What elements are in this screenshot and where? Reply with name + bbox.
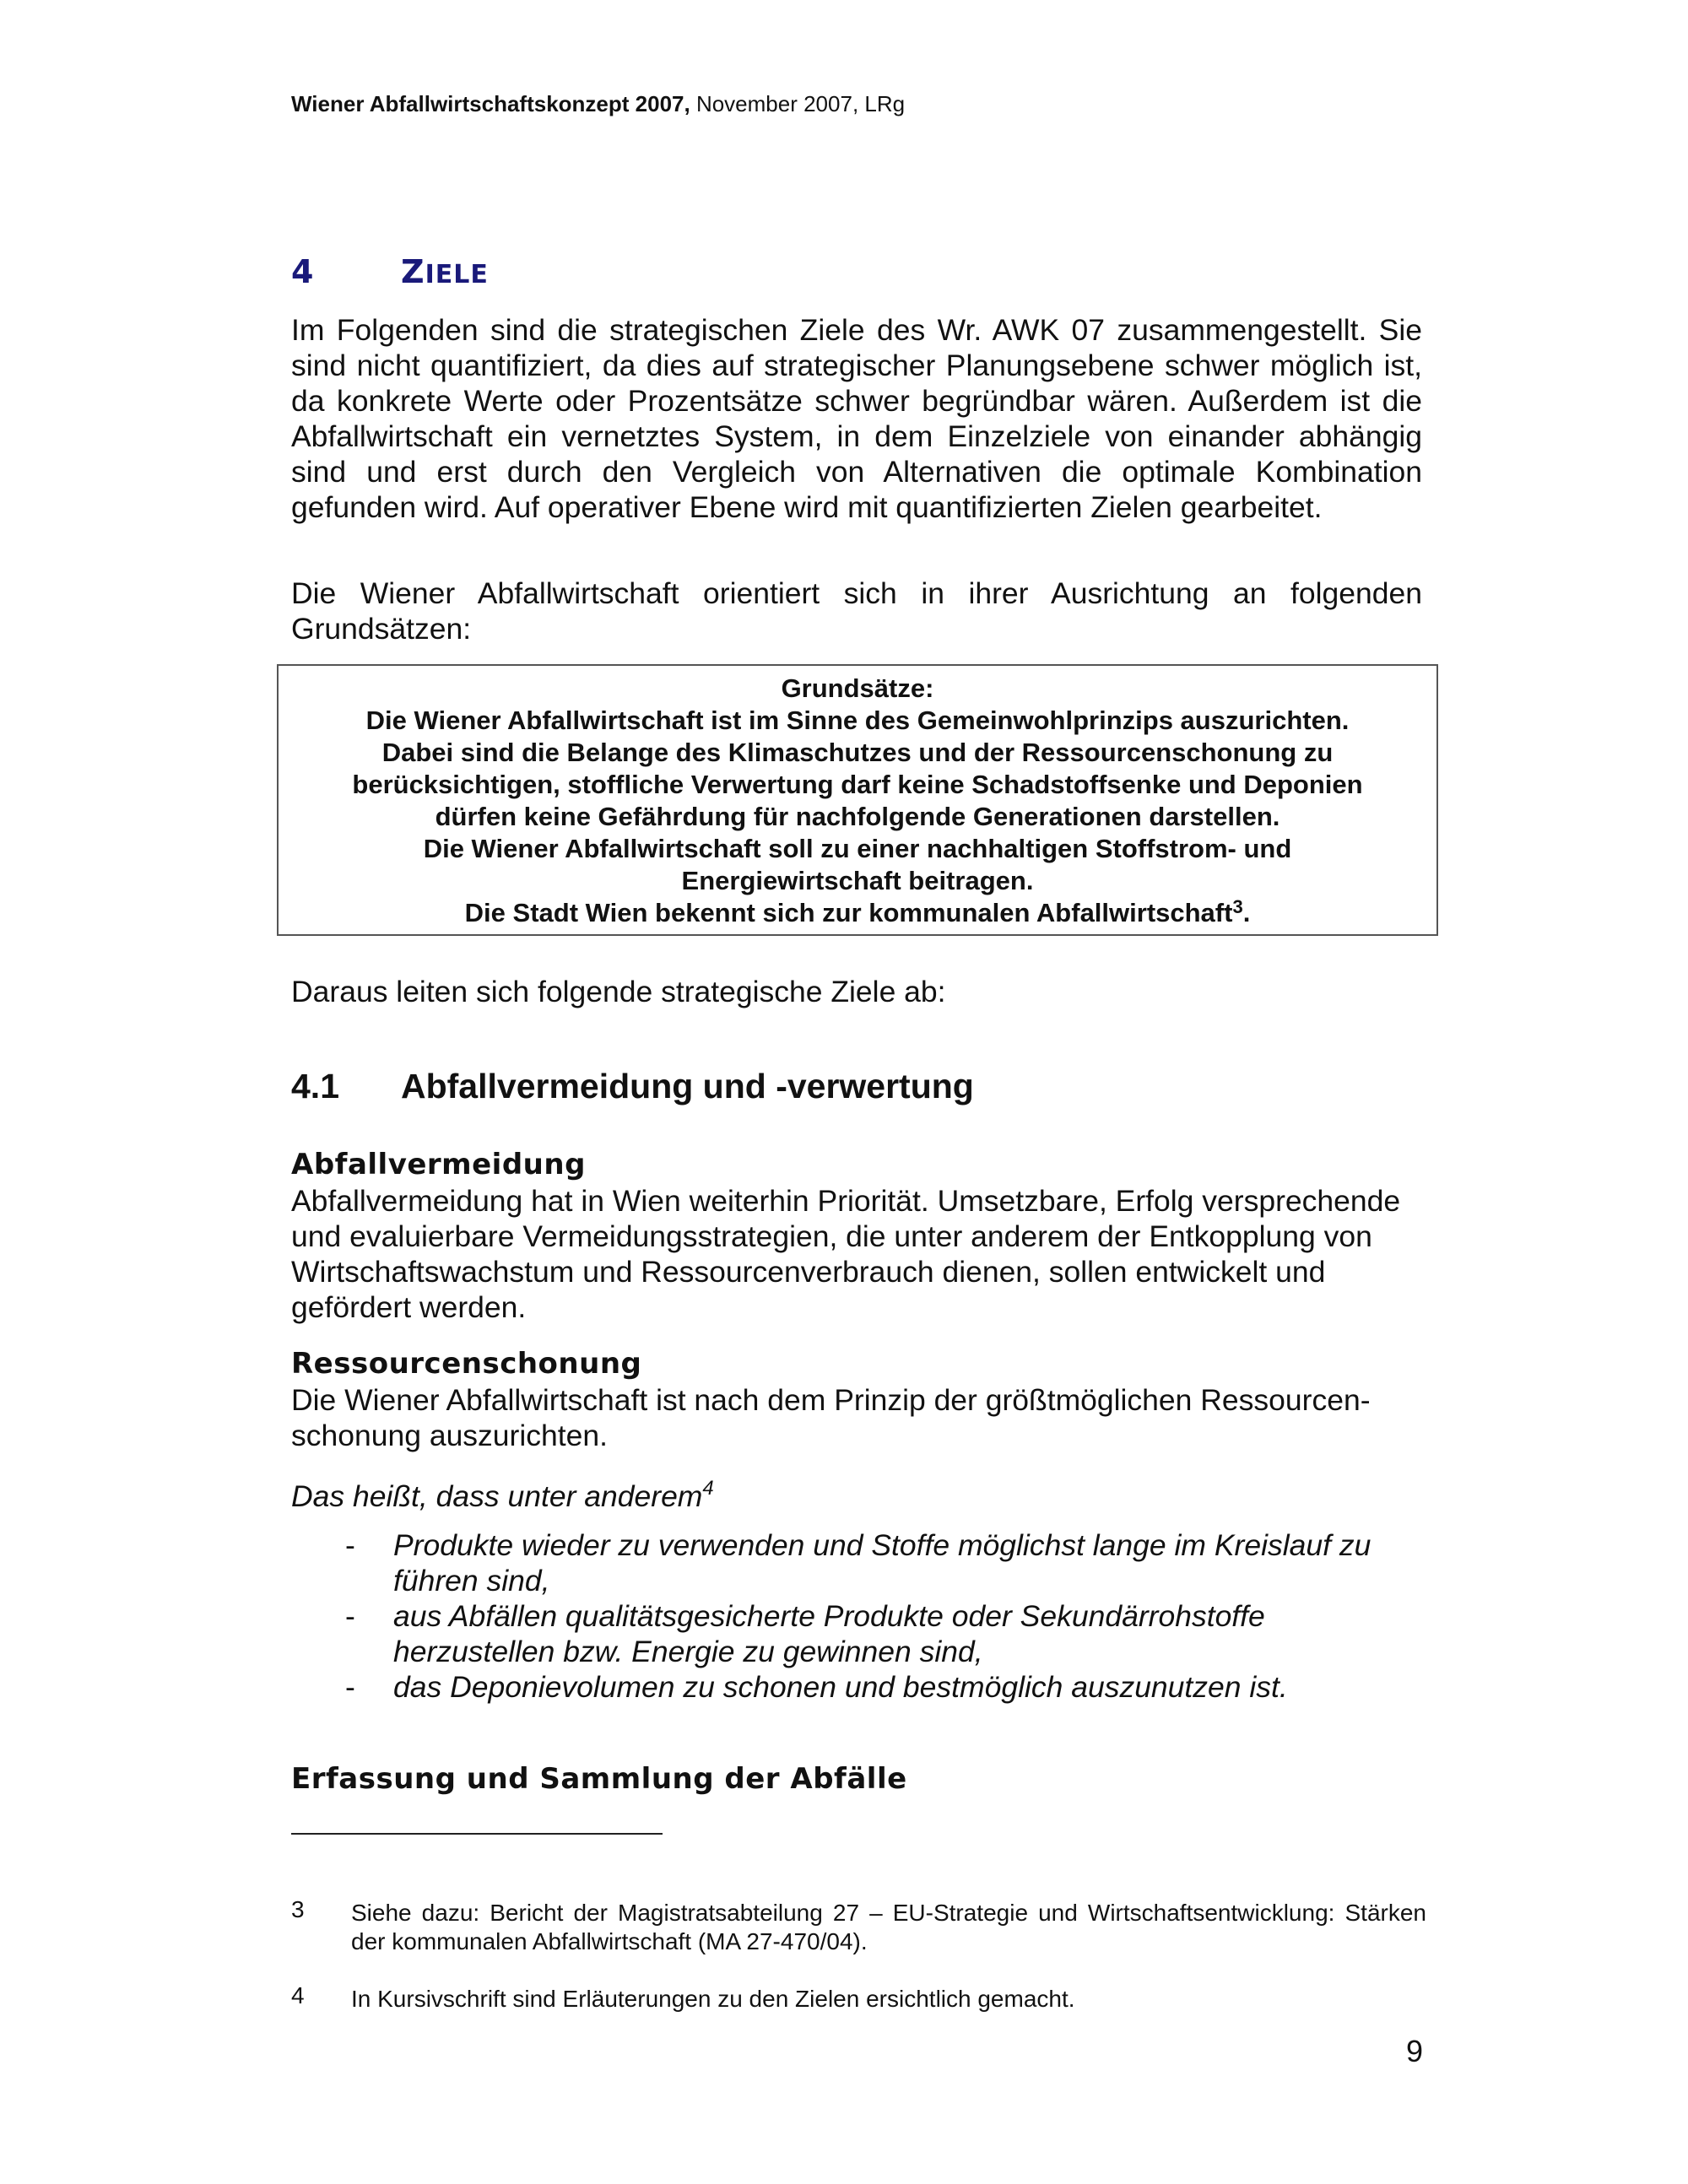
section-title: Abfallvermeidung und -verwertung (401, 1067, 974, 1106)
subheading-erfassung: Erfassung und Sammlung der Abfälle (291, 1762, 907, 1796)
footnote-3 (291, 1896, 1426, 1956)
subheading-abfallvermeidung: Abfallvermeidung (291, 1148, 586, 1181)
footnote-number: 3 (291, 1896, 305, 1922)
principles-line: Energiewirtschaft beitragen. (681, 866, 1034, 895)
principles-line: dürfen keine Gefährdung für nachfolgende Generationen darstellen. (435, 802, 1280, 831)
chapter-title-rest: IELE (425, 260, 489, 289)
intro-paragraph-1: Im Folgenden sind die strategischen Ziele des Wr. AWK 07 zusammengestellt. Sie sind nicht quantifiziert, da dies auf strategischer Planungsebene schwer möglich ist, da konkrete Werte oder Prozentsätze schwer begründbar wären. Außerdem ist die Abfallwirtschaft ein vernetztes System, in dem Einzelziele von einander abhängig sind und erst durch den Vergleich von Alternativen die optimale Kombination gefunden wird. Auf operativer Ebene wird mit quantifizierten Zielen gearbeitet. (291, 313, 1422, 524)
page-number: 9 (1406, 2034, 1424, 2068)
footnote-4 (291, 1982, 1426, 2014)
section-number: 4.1 (291, 1067, 339, 1106)
footnote-text: Siehe dazu: Bericht der Magistratsabteilung 27 – EU-Strategie und Wirtschaftsentwicklung: Stärken der kommunalen Abfallwirtschaft (MA 27-470/04). (351, 1900, 1426, 1954)
chapter-heading (291, 253, 1422, 290)
chapter-title-first: Z (401, 253, 425, 290)
ressourcenschonung-note: Das heißt, dass unter anderem$^4$ (291, 1477, 714, 1513)
intro-paragraph-2: Die Wiener Abfallwirtschaft orientiert sich in ihrer Ausrichtung an folgenden Grundsätzen: (291, 576, 1422, 646)
principles-line: Dabei sind die Belange des Klimaschutzes und der Ressourcenschonung zu (381, 738, 1334, 767)
principles-line: Die Wiener Abfallwirtschaft ist im Sinne des Gemeinwohlprinzips auszurichten. (365, 705, 1350, 735)
list-item: - das Deponievolumen zu schonen und bestmöglich auszunutzen ist. (345, 1670, 1288, 1704)
list-item: - Produkte wieder zu verwenden und Stoffe möglichst lange im Kreislauf zu führen sind, (345, 1528, 1372, 1597)
running-header (291, 91, 905, 117)
principles-line-last: Die Stadt Wien bekennt sich zur kommunalen Abfallwirtschaft$^3$. (464, 896, 1251, 927)
principles-heading: Grundsätze: (781, 673, 934, 703)
chapter-title (401, 253, 489, 290)
principles-line: Die Wiener Abfallwirtschaft soll zu einer nachhaltigen Stoffstrom- und (423, 834, 1292, 863)
subheading-ressourcenschonung: Ressourcenschonung (291, 1347, 642, 1381)
list-bullet: - (345, 1599, 355, 1633)
footnote-text: In Kursivschrift sind Erläuterungen zu den Zielen ersichtlich gemacht. (351, 1986, 1075, 2012)
header-date: November 2007, LRg (690, 91, 906, 116)
footnote-ref[interactable]: 3 (1232, 896, 1243, 917)
footnote-number: 4 (291, 1982, 305, 2008)
principles-line: berücksichtigen, stoffliche Verwertung darf keine Schadstoffsenke und Deponien (352, 770, 1363, 799)
ressourcenschonung-text: Die Wiener Abfallwirtschaft ist nach dem Prinzip der größtmöglichen Ressourcen-schonung auszurichten. (291, 1383, 1371, 1452)
list-bullet: - (345, 1528, 355, 1562)
derive-text: Daraus leiten sich folgende strategische Ziele ab: (291, 975, 946, 1008)
ressourcenschonung-list (291, 1527, 1414, 1705)
chapter-number: 4 (291, 253, 314, 290)
list-item: - aus Abfällen qualitätsgesicherte Produkte oder Sekundärrohstoffe herzustellen bzw. Energie zu gewinnen sind, (345, 1599, 1265, 1668)
header-title: Wiener Abfallwirtschaftskonzept 2007, (291, 91, 690, 116)
section-heading-4-1 (291, 1067, 1422, 1106)
list-bullet: - (345, 1670, 355, 1704)
footnote-ref[interactable]: 4 (702, 1477, 714, 1500)
footnote-separator (291, 1833, 663, 1835)
abfallvermeidung-text: Abfallvermeidung hat in Wien weiterhin Priorität. Umsetzbare, Erfolg versprechende und evaluierbare Vermeidungsstrategien, die unter anderem der Entkopplung von Wirtschaftswachstum und Ressourcenverbrauch dienen, sollen entwickelt und gefördert werden. (291, 1184, 1401, 1324)
principles-box (277, 664, 1438, 936)
